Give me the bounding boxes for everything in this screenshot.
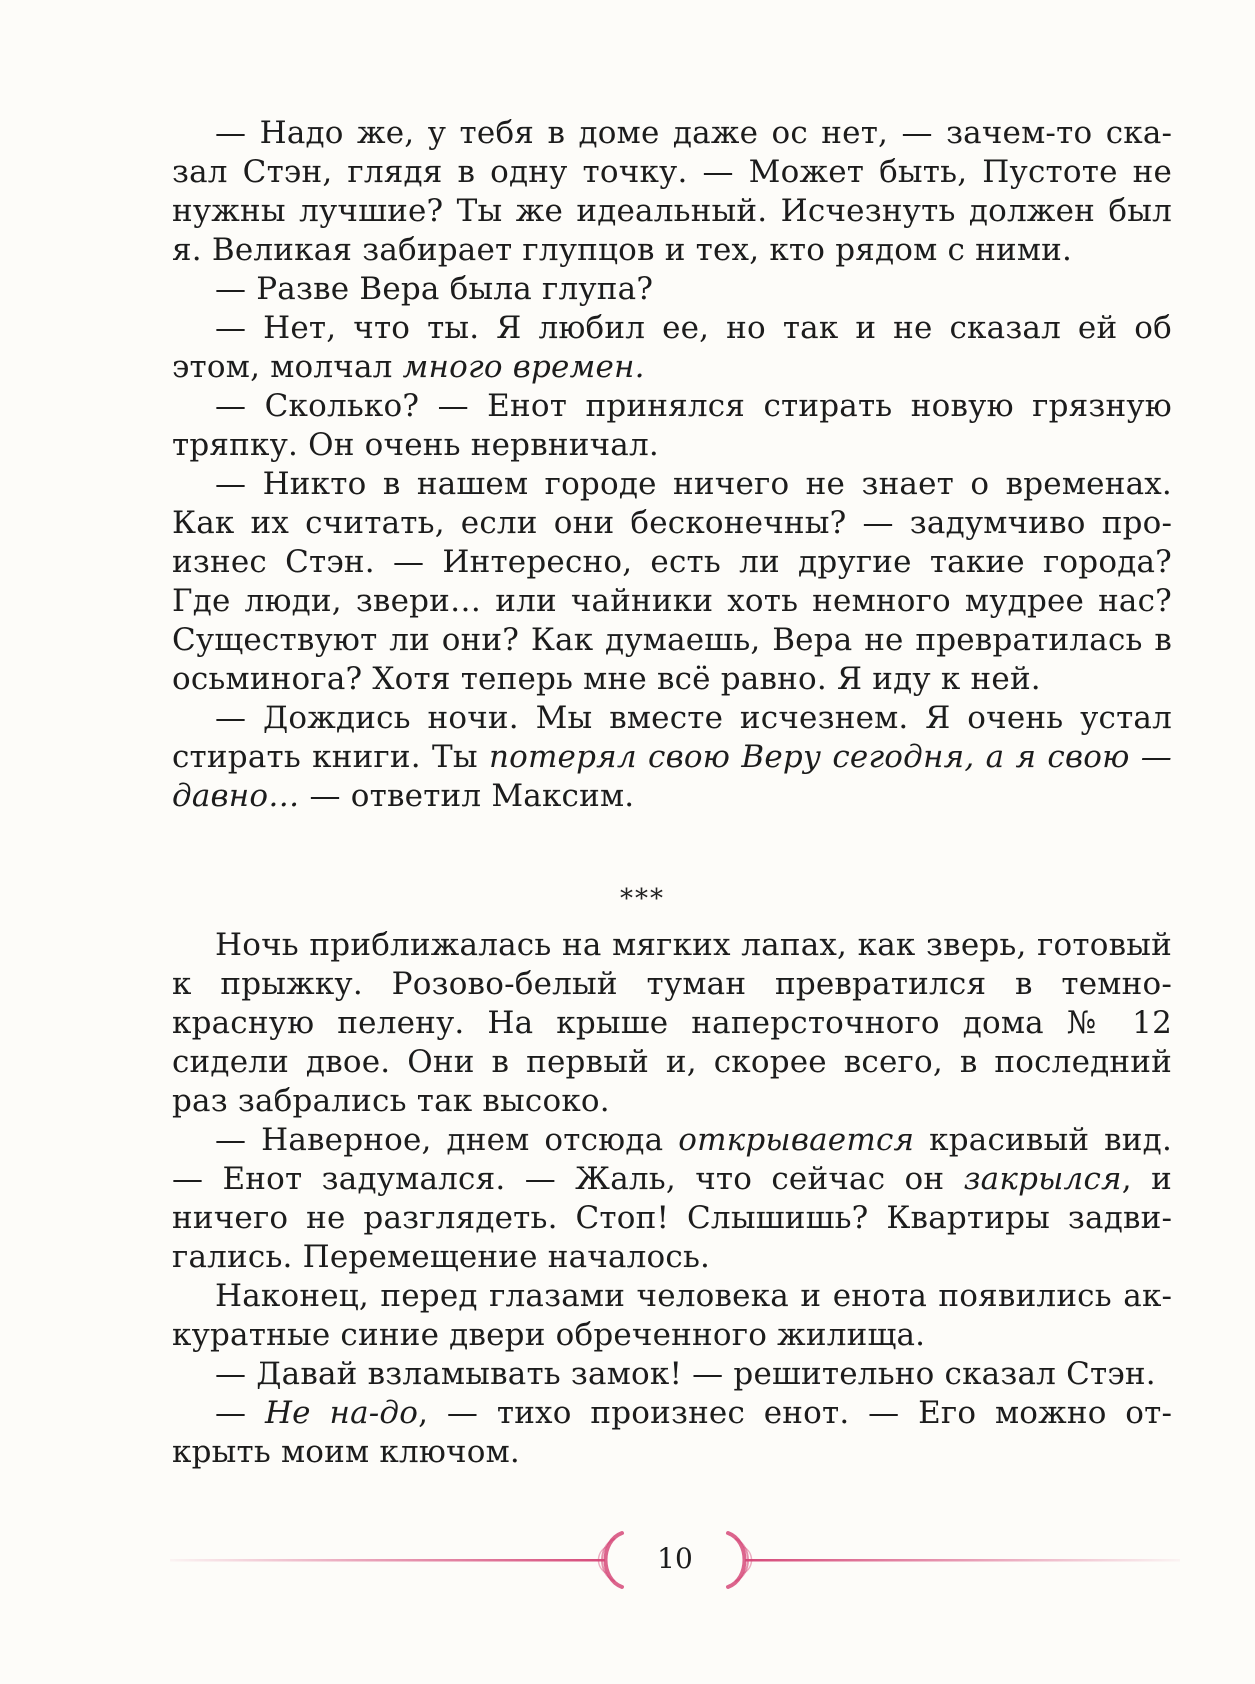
italic-phrase: открывается (678, 1122, 915, 1158)
text-block-night-scene (172, 926, 1172, 1472)
page-footer (170, 1525, 1180, 1595)
section-separator: *** (620, 884, 665, 914)
paragraph: Наконец, перед глазами человека и енота появились аккуратные синие двери обреченного жилища. (172, 1278, 1172, 1353)
paragraph: — Не на-до, — тихо произнес енот. — Его можно открыть моим ключом. (172, 1395, 1172, 1470)
paragraph: — Сколько? — Енот принялся стирать новую грязную тряпку. Он очень нервничал. (172, 388, 1172, 463)
paragraph: — Дождись ночи. Мы вместе исчезнем. Я очень устал стирать книги. Ты потерял свою Веру сегодня, а я свою — давно… — ответил Максим. (172, 700, 1172, 814)
paragraph: — Наверное, днем отсюда открывается красивый вид. — Енот задумался. — Жаль, что сейчас он закрылся, и ничего не разглядеть. Стоп! Слышишь? Квартиры задвигались. Перемещение началось. (172, 1122, 1173, 1275)
paragraph: Ночь приближалась на мягких лапах, как зверь, готовый к прыжку. Розово-белый туман превратился в темно-красную пелену. На крыше наперсточного дома № 12 сидели двое. Они в первый и, скорее всего, в последний раз забрались так высоко. (172, 927, 1172, 1119)
text-block-dialogue (172, 114, 1172, 816)
paragraph: — Давай взламывать замок! — решительно сказал Стэн. (215, 1356, 1156, 1392)
italic-phrase: закрылся (963, 1161, 1122, 1197)
paragraph: — Надо же, у тебя в доме даже ос нет, — зачем-то сказал Стэн, глядя в одну точку. — Может быть, Пустоте не нужны лучшие? Ты же идеальный. Исчезнуть должен был я. Великая забирает глупцов и тех, кто рядом с ними. (172, 115, 1172, 268)
paragraph: — Нет, что ты. Я любил ее, но так и не сказал ей об этом, молчал много времен. (172, 310, 1172, 385)
paragraph: — Разве Вера была глупа? (215, 271, 654, 307)
italic-phrase: много времен. (402, 349, 645, 385)
italic-phrase: Не на-до (264, 1395, 419, 1431)
italic-phrase: потерял свою Веру сегодня, а я свою — давно… (172, 739, 1172, 814)
page-number: 10 (657, 1542, 693, 1575)
paragraph: — Никто в нашем городе ничего не знает о временах. Как их считать, если они бесконечны? — задумчиво произнес Стэн. — Интересно, есть ли другие такие города? Где люди, звери… или чайники хоть немного мудрее нас? Существуют ли они? Как думаешь, Вера не превратилась в осьминога? Хотя теперь мне всё равно. Я иду к ней. (172, 466, 1172, 697)
